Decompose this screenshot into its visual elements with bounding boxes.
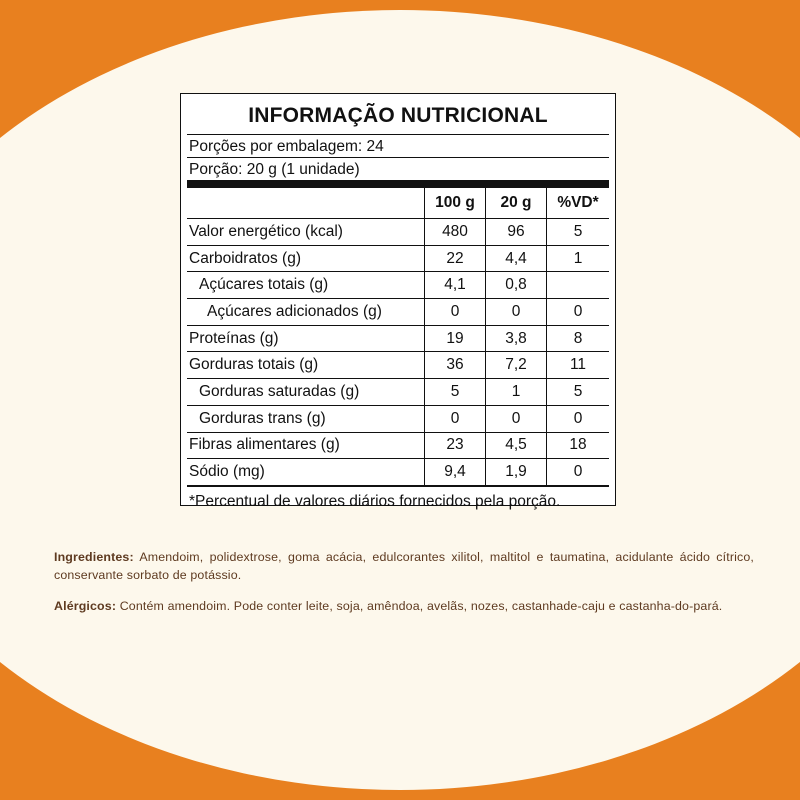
serving-size: Porção: 20 g (1 unidade) [189,161,360,178]
ingredients-label: Ingredientes: [54,550,134,564]
daily-value-percent: 5 [547,379,610,406]
value-per-serving: 96 [486,219,547,246]
table-row [187,459,609,486]
daily-value-percent: 5 [547,219,610,246]
header-per-100g: 100 g [425,188,486,219]
allergens-text: Contém amendoim. Pode conter leite, soja, amêndoa, avelãs, nozes, castanhade-caju e castanha-do-pará. [119,599,723,613]
value-per-100g: 19 [425,325,486,352]
servings-per-package: Porções por embalagem: 24 [187,135,609,158]
table-row [187,299,609,326]
value-per-serving: 3,8 [486,325,547,352]
daily-value-percent: 8 [547,325,610,352]
thick-divider [187,180,609,188]
daily-value-footnote: *Percentual de valores diários fornecidos pela porção. [189,492,561,510]
value-per-serving: 7,2 [486,352,547,379]
value-per-100g: 0 [425,299,486,326]
value-per-100g: 4,1 [425,272,486,299]
value-per-serving: 0,8 [486,272,547,299]
value-per-100g: 480 [425,219,486,246]
header-nutrient [187,188,425,219]
value-per-100g: 0 [425,405,486,432]
nutrient-name: Sódio (mg) [187,459,425,486]
nutrient-name: Proteínas (g) [187,325,425,352]
ingredients-text: Amendoim, polidextrose, goma acácia, edulcorantes xilitol, maltitol e taumatina, acidulante ácido cítrico, conservante sorbato de potássio. [54,550,754,582]
table-row [187,325,609,352]
value-per-serving: 4,4 [486,245,547,272]
value-per-100g: 36 [425,352,486,379]
header-per-serving: 20 g [486,188,547,219]
daily-value-percent: 1 [547,245,610,272]
nutrient-name: Fibras alimentares (g) [187,432,425,459]
table-row [187,352,609,379]
nutrition-table [187,188,609,487]
daily-value-percent: 18 [547,432,610,459]
allergens-paragraph [54,597,754,615]
value-per-serving: 0 [486,405,547,432]
table-header-row [187,188,609,219]
daily-value-percent [547,272,610,299]
table-row [187,405,609,432]
value-per-100g: 9,4 [425,459,486,486]
nutrient-name: Valor energético (kcal) [187,219,425,246]
daily-value-percent: 0 [547,299,610,326]
table-row [187,379,609,406]
nutrition-facts-label [180,93,616,510]
value-per-100g: 22 [425,245,486,272]
table-row [187,245,609,272]
header-daily-value: %VD* [547,188,610,219]
nutrient-name: Açúcares adicionados (g) [187,299,425,326]
value-per-serving: 1 [486,379,547,406]
nutrient-name: Gorduras trans (g) [187,405,425,432]
value-per-serving: 4,5 [486,432,547,459]
nutrient-name: Carboidratos (g) [187,245,425,272]
allergens-label: Alérgicos: [54,599,117,613]
table-row [187,432,609,459]
value-per-serving: 0 [486,299,547,326]
value-per-100g: 5 [425,379,486,406]
value-per-serving: 1,9 [486,459,547,486]
table-row [187,219,609,246]
daily-value-percent: 0 [547,405,610,432]
daily-value-percent: 11 [547,352,610,379]
ingredients-paragraph [54,548,754,584]
nutrient-name: Gorduras totais (g) [187,352,425,379]
nutrition-title: INFORMAÇÃO NUTRICIONAL [187,94,609,135]
table-row [187,272,609,299]
value-per-100g: 23 [425,432,486,459]
nutrient-name: Gorduras saturadas (g) [187,379,425,406]
nutrient-name: Açúcares totais (g) [187,272,425,299]
daily-value-percent: 0 [547,459,610,486]
